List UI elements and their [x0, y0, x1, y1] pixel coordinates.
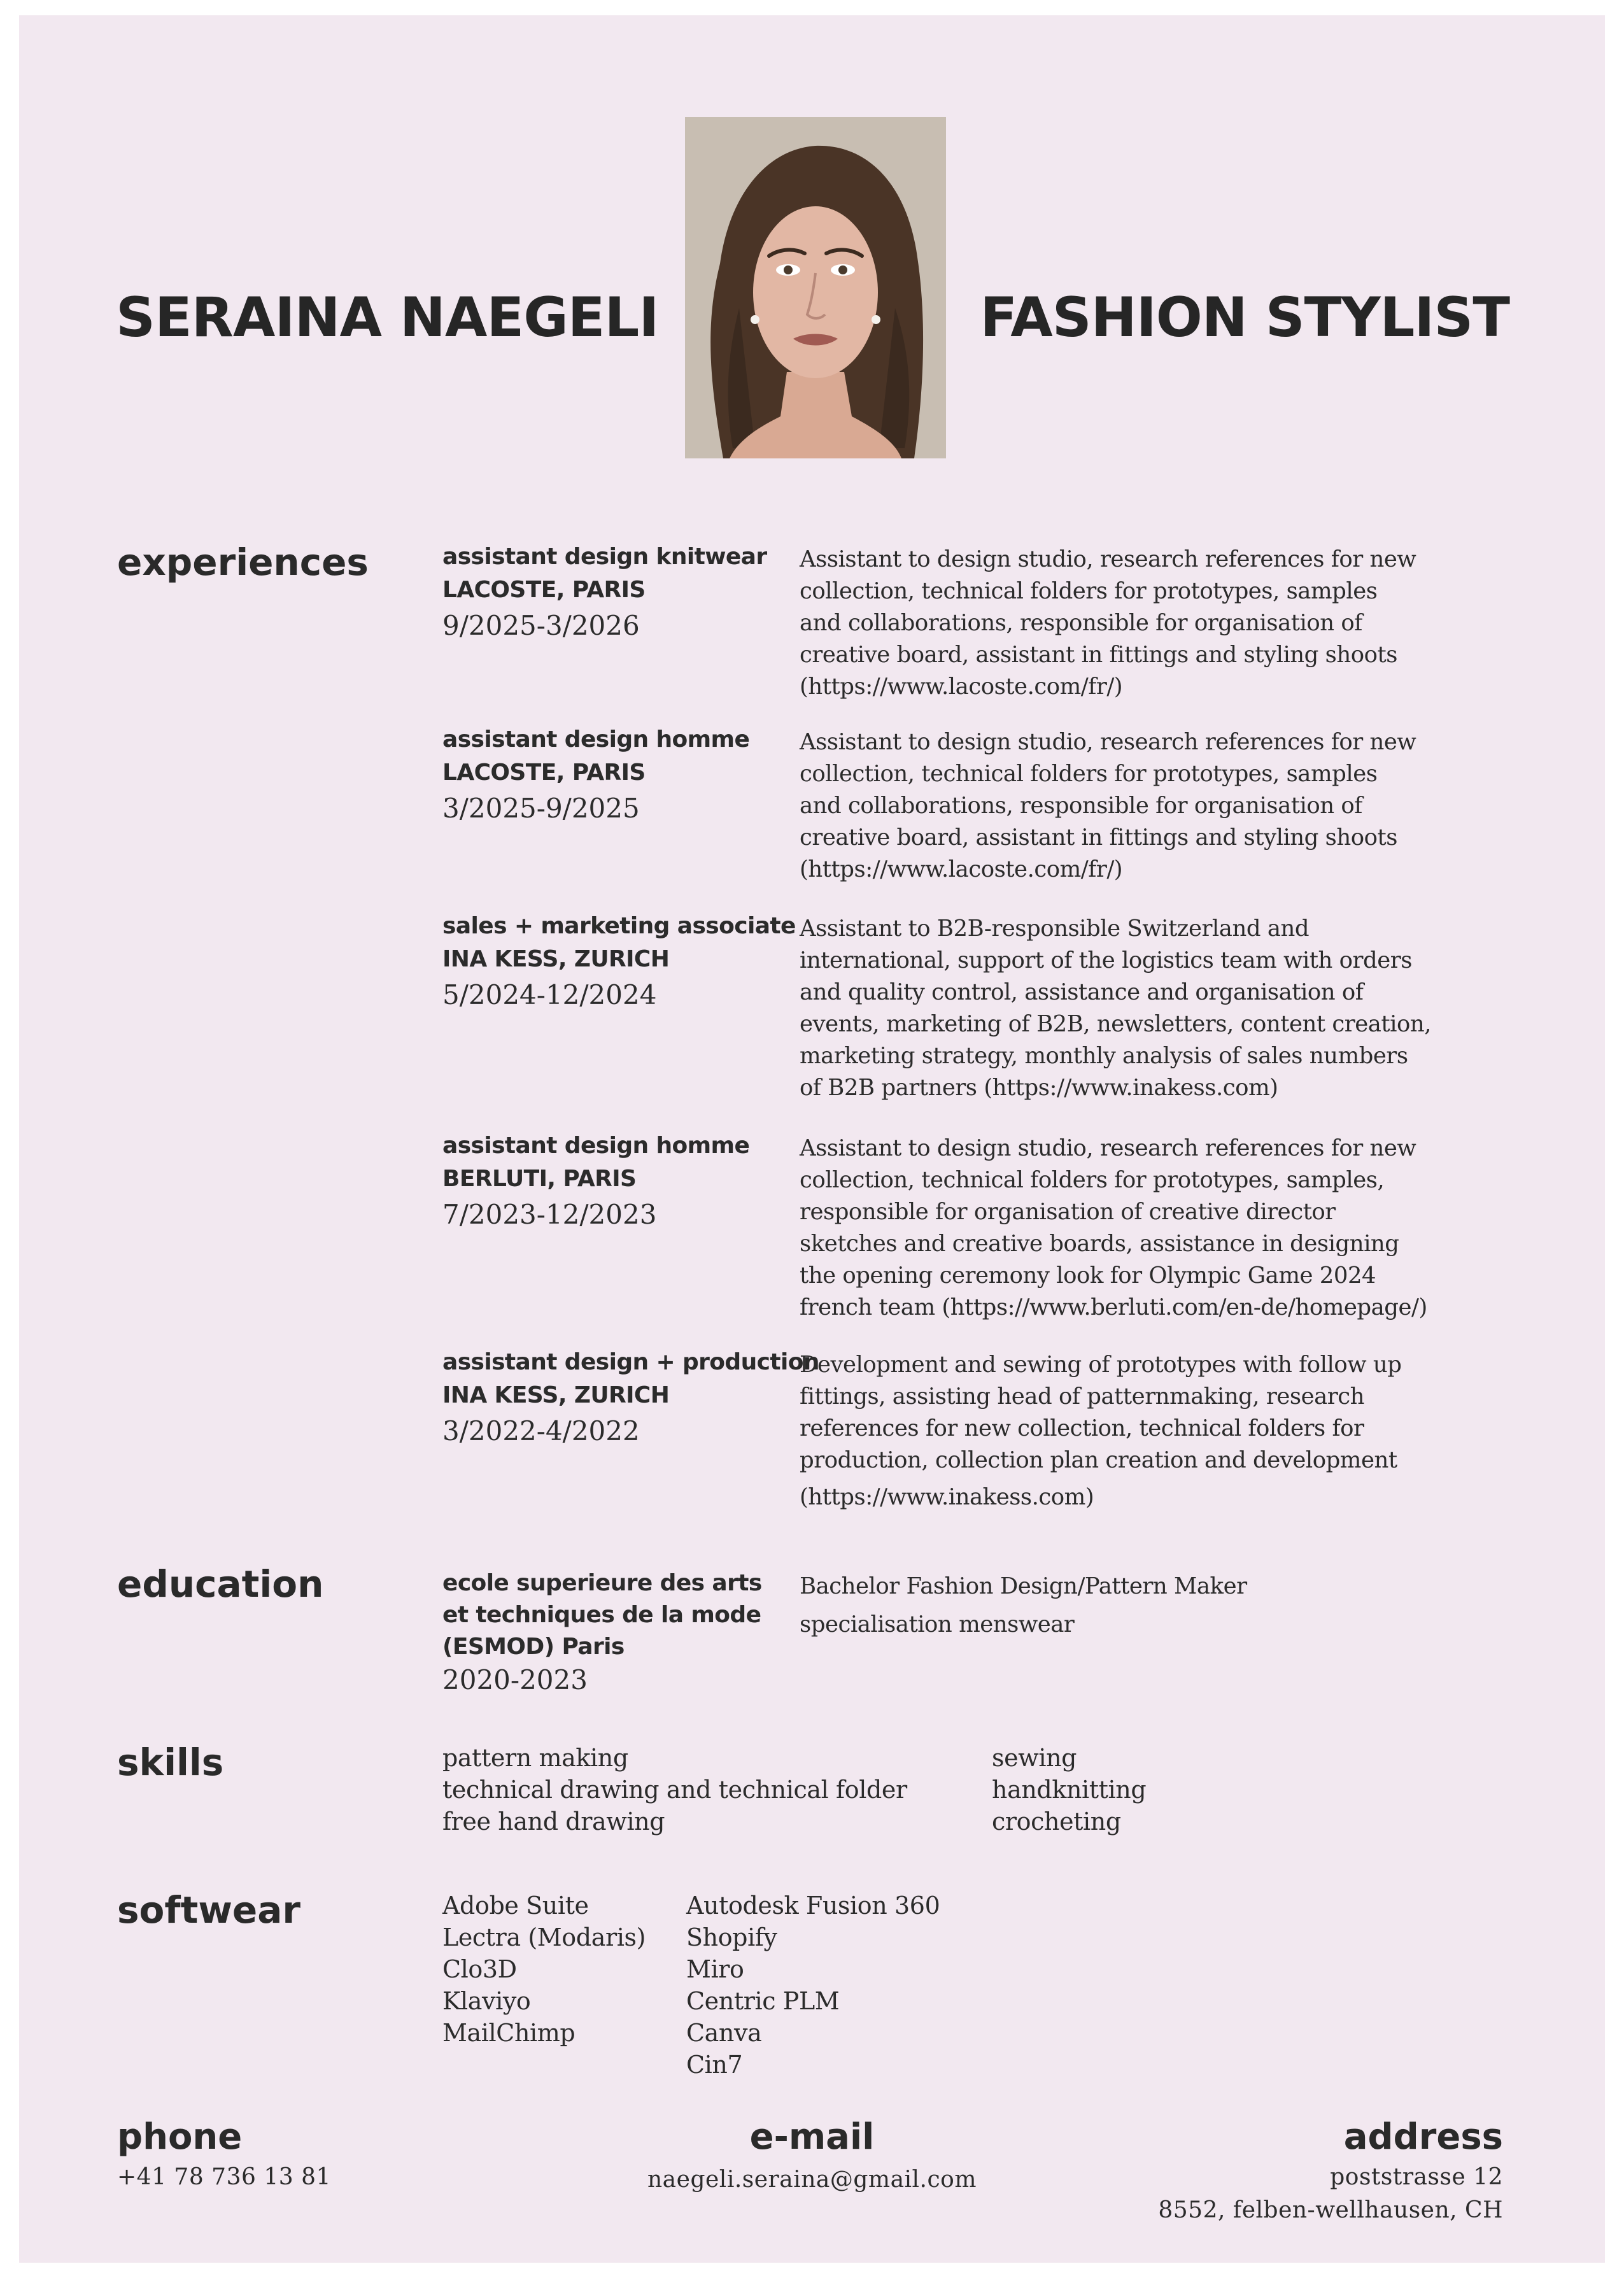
- experience-role: assistant design homme: [442, 726, 750, 753]
- description-line: of B2B partners (https://www.inakess.com): [800, 1075, 1278, 1101]
- description-line: collection, technical folders for prototypes, samples: [800, 578, 1378, 604]
- skill-item: pattern making: [442, 1744, 628, 1772]
- software-item: Canva: [686, 2019, 762, 2047]
- software-item: Lectra (Modaris): [442, 1923, 646, 1951]
- experience-company: LACOSTE, PARIS: [442, 760, 646, 786]
- resume-page: [19, 15, 1605, 2263]
- candidate-name: SERAINA NAEGELI: [116, 286, 659, 350]
- skill-item: handknitting: [992, 1776, 1147, 1804]
- description-line: production, collection plan creation and development: [800, 1447, 1397, 1473]
- software-item: MailChimp: [442, 2019, 575, 2047]
- description-line: Assistant to B2B-responsible Switzerland and: [800, 916, 1310, 942]
- description-line: Assistant to design studio, research references for new: [800, 729, 1416, 755]
- description-line: Development and sewing of prototypes with follow up: [800, 1352, 1402, 1378]
- description-line: fittings, assisting head of patternmaking, research: [800, 1383, 1364, 1410]
- experience-role: assistant design knitwear: [442, 544, 767, 570]
- experience-dates: 3/2025-9/2025: [442, 793, 640, 824]
- section-heading-skills: skills: [117, 1741, 224, 1784]
- software-item: Autodesk Fusion 360: [686, 1892, 940, 1920]
- description-line: (https://www.lacoste.com/fr/): [800, 674, 1123, 700]
- description-line: sketches and creative boards, assistance in designing: [800, 1231, 1399, 1257]
- skills-list-secondary: [992, 1742, 1146, 1837]
- description-line: collection, technical folders for prototypes, samples: [800, 761, 1378, 787]
- section-heading-experiences: experiences: [117, 541, 369, 584]
- education-school: [442, 1567, 799, 1663]
- section-heading-softwear: softwear: [117, 1888, 300, 1932]
- description-line: marketing strategy, monthly analysis of sales numbers: [800, 1043, 1408, 1069]
- description-line: Assistant to design studio, research references for new: [800, 1135, 1416, 1161]
- experience-description: [800, 913, 1519, 1104]
- skills-list-primary: [442, 1742, 907, 1837]
- software-item: Cin7: [686, 2051, 743, 2079]
- skill-item: technical drawing and technical folder: [442, 1776, 907, 1804]
- description-line: events, marketing of B2B, newsletters, content creation,: [800, 1011, 1432, 1037]
- description-line: french team (https://www.berluti.com/en-de/homepage/): [800, 1294, 1427, 1320]
- description-line: Assistant to design studio, research references for new: [800, 546, 1416, 572]
- experience-dates: 3/2022-4/2022: [442, 1415, 640, 1447]
- software-item: Centric PLM: [686, 1987, 840, 2015]
- experience-description: [800, 1133, 1519, 1324]
- phone-label: phone: [117, 2116, 243, 2158]
- description-line: creative board, assistant in fittings and styling shoots: [800, 824, 1397, 851]
- experience-company: INA KESS, ZURICH: [442, 946, 670, 972]
- address-line: poststrasse 12: [1330, 2164, 1503, 2190]
- description-line: and collaborations, responsible for organisation of: [800, 793, 1362, 819]
- skill-item: crocheting: [992, 1808, 1121, 1836]
- job-title: FASHION STYLIST: [980, 286, 1509, 350]
- skill-item: sewing: [992, 1744, 1077, 1772]
- software-item: Adobe Suite: [442, 1892, 589, 1920]
- profile-photo: [685, 117, 946, 458]
- description-line: (https://www.inakess.com): [800, 1484, 1094, 1510]
- section-heading-education: education: [117, 1562, 324, 1606]
- experience-dates: 5/2024-12/2024: [442, 979, 657, 1010]
- experience-company: LACOSTE, PARIS: [442, 577, 646, 603]
- education-dates: 2020-2023: [442, 1664, 588, 1695]
- education-degree: [800, 1567, 1519, 1644]
- description-line: and quality control, assistance and organisation of: [800, 979, 1364, 1005]
- description-line: the opening ceremony look for Olympic Game 2024: [800, 1263, 1376, 1289]
- software-item: Shopify: [686, 1923, 777, 1951]
- software-item: Miro: [686, 1955, 744, 1983]
- experience-dates: 7/2023-12/2023: [442, 1199, 657, 1230]
- school-line: (ESMOD) Paris: [442, 1634, 625, 1660]
- email-label: e-mail: [749, 2116, 875, 2158]
- address-label: address: [1343, 2116, 1503, 2158]
- description-line: collection, technical folders for prototypes, samples,: [800, 1167, 1385, 1193]
- school-line: ecole superieure des arts: [442, 1570, 762, 1596]
- software-item: Clo3D: [442, 1955, 517, 1983]
- address-value: [1158, 2161, 1503, 2227]
- address-line: 8552, felben-wellhausen, CH: [1158, 2197, 1503, 2223]
- school-line: et techniques de la mode: [442, 1602, 761, 1628]
- description-line: international, support of the logistics team with orders: [800, 947, 1412, 973]
- degree-line: Bachelor Fashion Design/Pattern Maker: [800, 1573, 1247, 1599]
- phone-value: +41 78 736 13 81: [117, 2164, 331, 2190]
- description-line: and collaborations, responsible for organisation of: [800, 610, 1362, 636]
- degree-line: specialisation menswear: [800, 1611, 1075, 1638]
- experience-role: assistant design + production: [442, 1349, 819, 1375]
- experience-company: INA KESS, ZURICH: [442, 1382, 670, 1408]
- experience-description: [800, 726, 1519, 886]
- software-list-primary: [442, 1890, 646, 2049]
- email-value: naegeli.seraina@gmail.com: [647, 2167, 977, 2193]
- experience-role: sales + marketing associate: [442, 913, 796, 939]
- experience-company: BERLUTI, PARIS: [442, 1166, 637, 1192]
- experience-description: [800, 1349, 1519, 1513]
- experience-dates: 9/2025-3/2026: [442, 610, 640, 641]
- description-line: creative board, assistant in fittings and styling shoots: [800, 642, 1397, 668]
- description-line: references for new collection, technical folders for: [800, 1415, 1364, 1441]
- description-line: (https://www.lacoste.com/fr/): [800, 856, 1123, 882]
- experience-description: [800, 544, 1519, 703]
- description-line: responsible for organisation of creative director: [800, 1199, 1336, 1225]
- skill-item: free hand drawing: [442, 1808, 665, 1836]
- software-list-secondary: [686, 1890, 940, 2081]
- software-item: Klaviyo: [442, 1987, 531, 2015]
- experience-role: assistant design homme: [442, 1133, 750, 1159]
